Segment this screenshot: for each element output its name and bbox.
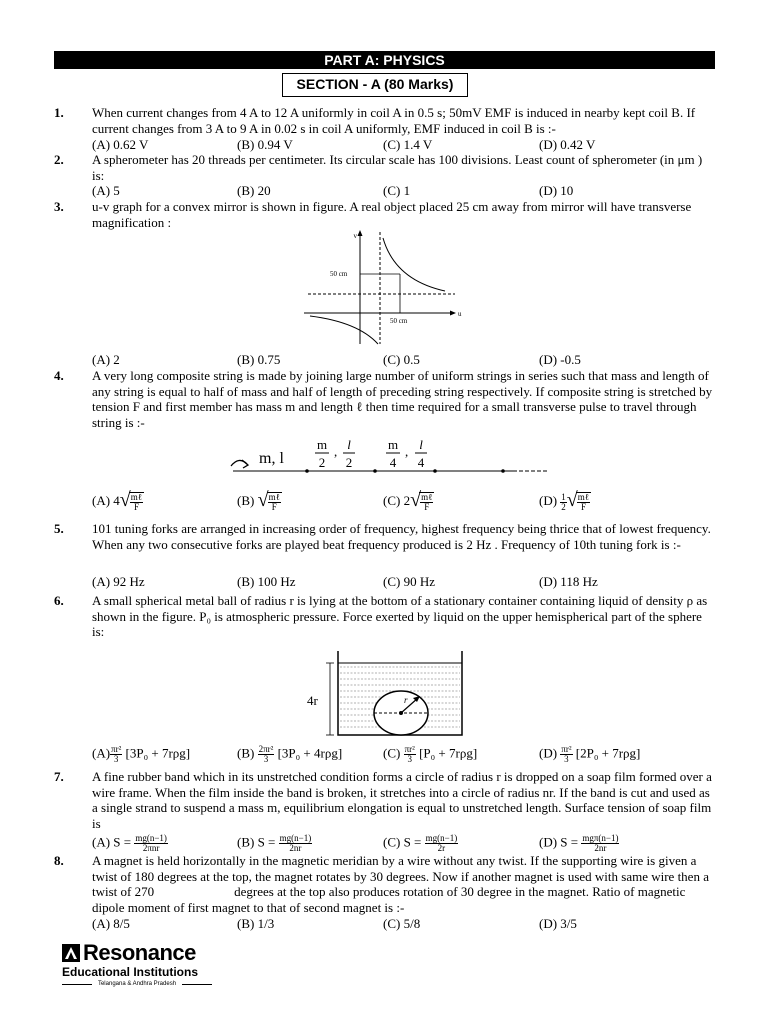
option-a[interactable]: (A) 5 (92, 183, 120, 198)
fraction-num: mgπ(n−1) (582, 833, 619, 843)
height-label: 4r (307, 693, 318, 708)
question-text: A spherometer has 20 threads per centimeter. Its circular scale has 100 divisions. Least count of spherometer (in μm ) is: (92, 152, 703, 183)
option-d-prefix: (D) (539, 745, 558, 761)
sqrt-sign: √ $\frac{\text{mℓ}}{F}$ (566, 489, 590, 512)
sqrt-sign: √ $\frac{\text{mℓ}}{F}$ (410, 489, 433, 512)
question-text-part1: A magnet is held horizontally in the magnetic meridian by a wire without any twist. If the supporting wire is given a twist of 180 degrees at the top, the magnet rotates by 30 degrees. Now if another magnet is used with same wire then a twist of 270 (92, 853, 709, 899)
question-number: 5. (54, 521, 64, 536)
question-number: 2. (54, 152, 64, 167)
divider (182, 984, 212, 985)
option-d[interactable]: (D) 118 Hz (539, 574, 598, 589)
fraction-den: 3 (263, 754, 269, 764)
option-c[interactable]: (C) 1.4 V (383, 137, 433, 152)
option-c[interactable] (383, 489, 434, 512)
option-b[interactable]: (B) 1/3 (237, 916, 275, 931)
option-a[interactable]: (A) 0.62 V (92, 137, 149, 152)
radicand-den: F (580, 502, 586, 512)
radicand-num: mℓ (130, 492, 143, 502)
radicand-num: mℓ (268, 492, 280, 502)
option-d[interactable] (539, 489, 591, 512)
option-a[interactable]: (A) 2 (92, 352, 120, 367)
option-b[interactable]: (B) 20 (237, 183, 271, 198)
radicand-den: F (271, 502, 277, 512)
brand-location: Telangana & Andhra Pradesh (97, 981, 177, 987)
coef-den: 2 (561, 501, 566, 512)
fraction-num: mg(n−1) (279, 833, 312, 843)
question-number: 1. (54, 105, 64, 120)
radicand-num: mℓ (577, 492, 590, 502)
option-c[interactable]: (C) 90 Hz (383, 574, 435, 589)
question-text: u-v graph for a convex mirror is shown in figure. A real object placed 25 cm away from mirror will have transverse magnification : (92, 199, 692, 230)
sqrt-sign: √ $\frac{\text{mℓ}}{F}$ (119, 489, 143, 512)
brand-subtitle: Educational Institutions (62, 965, 199, 979)
option-fraction (258, 745, 275, 764)
v-mark-label: 50 cm (330, 270, 348, 278)
section-title-text: SECTION - A (80 Marks) (296, 76, 454, 92)
radicand-den: F (424, 502, 430, 512)
option-d[interactable]: (D) 10 (539, 183, 574, 198)
option-fraction (404, 745, 416, 764)
radicand-num: mℓ (421, 492, 433, 502)
option-a[interactable] (92, 834, 168, 853)
fraction-num: 2πr² (258, 744, 274, 754)
third-length-den: 4 (417, 455, 425, 470)
third-length-num: l (419, 437, 423, 452)
option-b[interactable] (237, 834, 312, 853)
resonance-logo (62, 941, 222, 991)
question-text (92, 853, 714, 915)
second-length-den: 2 (345, 455, 353, 470)
option-a-prefix: (A) 4 (92, 492, 120, 508)
section-title (282, 73, 468, 97)
third-mass-num: m (387, 437, 399, 452)
option-c-prefix: (C) S = (383, 834, 422, 850)
option-d[interactable]: (D) 3/5 (539, 916, 577, 931)
second-length-num: l (347, 437, 351, 452)
brand-name: Resonance (83, 940, 196, 965)
coef-num: 1 (561, 491, 566, 502)
third-mass-den: 4 (389, 455, 397, 470)
option-fraction (581, 834, 619, 853)
fraction-den: 2r (437, 843, 446, 853)
option-bracket: [P₀ + 7rρg] (419, 745, 478, 761)
u-mark-label: 50 cm (390, 317, 408, 325)
question-text: 101 tuning forks are arranged in increasing order of frequency, highest frequency being thrice that of lowest frequency. When any two consecutive forks are played beat frequency produced is 2 Hz . Frequency of 10th tuning fork is :- (92, 521, 711, 552)
axis-u-label: u (458, 310, 462, 318)
question-text: When current changes from 4 A to 12 A uniformly in coil A in 0.5 s; 50mV EMF is induced in nearby kept coil B. If current changes from 3 A to 9 A in 0.02 s in coil A uniformly, EMF induced in coil B is :- (92, 105, 696, 136)
resonance-mark-icon (62, 944, 80, 962)
question-number: 4. (54, 368, 64, 383)
option-b-prefix: (B) S = (237, 834, 276, 850)
fraction-den: 3 (407, 754, 412, 764)
uv-graph-figure (300, 228, 470, 346)
option-bracket: [2P₀ + 7rρg] (575, 745, 641, 761)
fraction-den: 3 (113, 754, 119, 764)
option-d[interactable] (539, 745, 640, 764)
question-text: A fine rubber band which in its unstretched condition forms a circle of radius r is dropped on a soap film formed over a wire frame. When the film inside the band is broken, it stretches into a circle of radius nr. If the band is cut and used as a single strand to suspend a mass m, equilibrium elongation is equal to unstretched length. Surface tension of soap film is (92, 769, 712, 831)
option-a[interactable]: (A) 8/5 (92, 916, 130, 931)
option-c[interactable]: (C) 0.5 (383, 352, 420, 367)
option-fraction (425, 834, 459, 853)
question-5-options (0, 574, 768, 592)
option-b[interactable] (237, 745, 342, 764)
option-b[interactable]: (B) 100 Hz (237, 574, 296, 589)
second-mass-num: m (316, 437, 328, 452)
part-title: PART A: PHYSICS (324, 52, 445, 68)
option-c[interactable] (383, 745, 477, 764)
question-8-options (0, 916, 768, 934)
option-a[interactable] (92, 745, 190, 764)
option-d-prefix: (D) (539, 492, 558, 508)
composite-string-figure (225, 434, 555, 482)
question-number: 6. (54, 593, 64, 608)
option-d[interactable]: (D) 0.42 V (539, 137, 596, 152)
sqrt-sign: √ $\frac{\text{mℓ}}{F}$ (257, 489, 280, 512)
option-d[interactable] (539, 834, 619, 853)
option-a[interactable]: (A) 92 Hz (92, 574, 145, 589)
question-text-part2: degrees at the top also produces rotation of 30 degree in the magnet. Ratio of magnetic dipole moment of first magnet to that of second magnet is :- (92, 884, 686, 915)
second-comma: , (334, 444, 338, 459)
question-number: 7. (54, 769, 64, 784)
fraction-num: mg(n−1) (135, 833, 167, 843)
option-d[interactable]: (D) -0.5 (539, 352, 581, 367)
option-b-prefix: (B) (237, 492, 255, 508)
first-string-label: m, l (259, 450, 284, 467)
fraction-num: πr² (404, 744, 415, 754)
fraction-den: 2nr (594, 843, 607, 853)
question-number: 8. (54, 853, 64, 868)
option-bracket: [3P₀ + 7rρg] (125, 745, 191, 761)
option-bracket: [3P₀ + 4rρg] (277, 745, 343, 761)
radius-label: r (404, 695, 408, 705)
fraction-num: πr² (111, 744, 122, 754)
fraction-num: mg(n−1) (425, 833, 458, 843)
fraction-den: 2πnr (142, 843, 160, 853)
question-6-options (0, 745, 768, 767)
option-d-prefix: (D) S = (539, 834, 579, 850)
option-b[interactable] (237, 489, 282, 512)
option-c[interactable]: (C) 5/8 (383, 916, 421, 931)
question-4-options (0, 489, 768, 516)
part-title-bar (54, 51, 715, 69)
option-fraction (134, 834, 168, 853)
option-b-prefix: (B) (237, 745, 255, 761)
question-number: 3. (54, 199, 64, 214)
fraction-num: πr² (561, 744, 572, 754)
option-c[interactable] (383, 834, 458, 853)
second-mass-den: 2 (318, 455, 326, 470)
option-fraction (279, 834, 313, 853)
option-b[interactable]: (B) 0.75 (237, 352, 281, 367)
question-text: A very long composite string is made by joining large number of uniform strings in series such that mass and length of any string is equal to half of mass and half of length of preceding string respectively. If composite string is stretched by tension F and first member has mass m and length ℓ then time required for a small transverse pulse to travel through string is :- (92, 368, 713, 430)
option-c-prefix: (C) 2 (383, 492, 411, 508)
option-fraction (110, 745, 122, 764)
sphere-container-figure (300, 645, 470, 741)
option-a-prefix: (A) (92, 745, 111, 761)
option-a[interactable] (92, 489, 144, 512)
radicand-den: F (133, 502, 139, 512)
fraction-den: 2nr (289, 843, 302, 853)
fraction-den: 3 (564, 754, 569, 764)
option-b[interactable]: (B) 0.94 V (237, 137, 293, 152)
axis-v-label: v (353, 232, 357, 240)
option-fraction (560, 745, 572, 764)
third-comma: , (405, 444, 409, 459)
option-c[interactable]: (C) 1 (383, 183, 411, 198)
option-c-prefix: (C) (383, 745, 401, 761)
option-a-prefix: (A) S = (92, 834, 132, 850)
question-text: A small spherical metal ball of radius r is lying at the bottom of a stationary container containing liquid of density ρ as shown in the figure. P₀ is atmospheric pressure. Force exerted by liquid on the upper hemispherical part of the sphere is: (92, 593, 708, 639)
